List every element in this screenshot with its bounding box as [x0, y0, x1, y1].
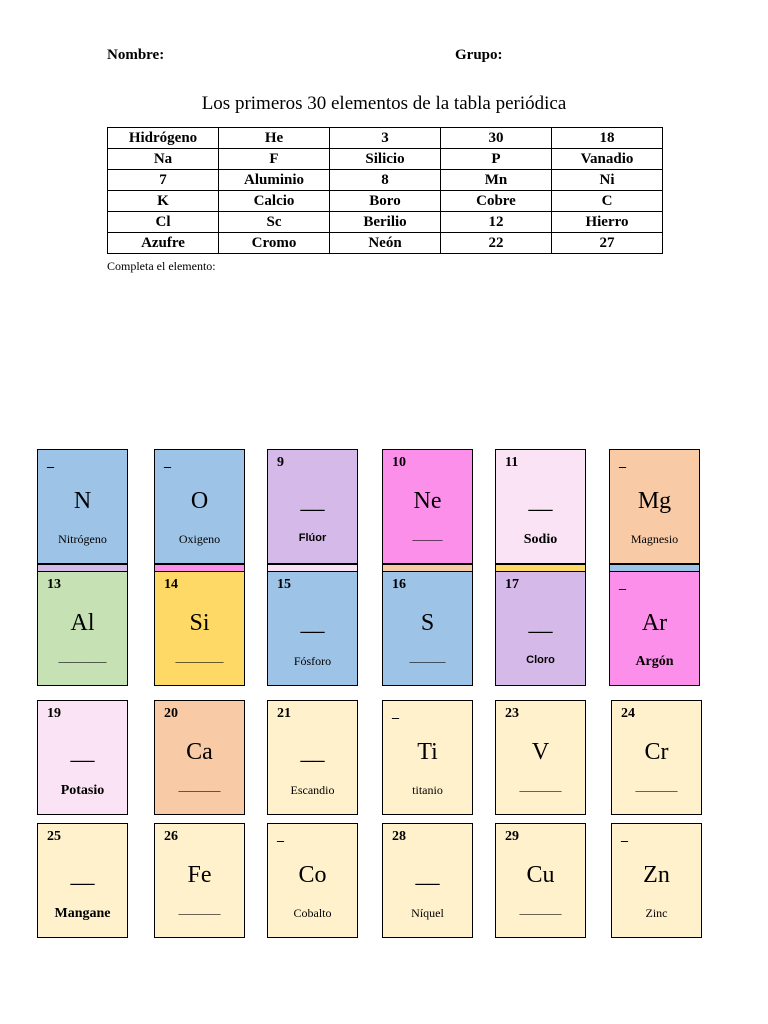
table-cell: Boro — [330, 191, 441, 212]
element-name: ________ — [58, 650, 107, 664]
element-name: ________ — [175, 650, 224, 664]
element-symbol: __ — [70, 739, 95, 765]
element-name: Potasio — [60, 783, 105, 798]
atomic-number: 19 — [47, 706, 61, 721]
element-symbol: Al — [70, 610, 95, 636]
element-name: titanio — [412, 783, 443, 797]
atomic-number: 9 — [277, 455, 284, 470]
table-cell: 3 — [330, 128, 441, 149]
table-cell: Cromo — [219, 233, 330, 254]
element-card — [382, 571, 473, 686]
table-cell: Cl — [108, 212, 219, 233]
atomic-number: 14 — [164, 577, 178, 592]
element-name: Escandio — [290, 783, 335, 797]
table-cell: 22 — [441, 233, 552, 254]
table-cell: Sc — [219, 212, 330, 233]
table-cell: Mn — [441, 170, 552, 191]
element-name: Nitrógeno — [58, 532, 107, 546]
element-card — [154, 700, 245, 815]
element-name: _______ — [519, 779, 562, 793]
table-cell: Azufre — [108, 233, 219, 254]
element-name: Flúor — [298, 532, 327, 544]
table-row — [108, 149, 663, 170]
element-name: _______ — [178, 902, 221, 916]
atomic-number: 28 — [392, 829, 406, 844]
element-name: _______ — [635, 779, 678, 793]
element-name: Oxigeno — [178, 532, 221, 546]
element-name: Argón — [635, 654, 674, 669]
element-card — [37, 449, 128, 564]
name-label: Nombre: — [107, 47, 165, 63]
connector-strip — [154, 564, 245, 572]
atomic-number: _ — [392, 706, 399, 721]
connector-strip — [382, 564, 473, 572]
element-symbol: __ — [528, 610, 553, 636]
atomic-number: 26 — [164, 829, 178, 844]
element-symbol: Cu — [526, 862, 555, 888]
element-name: Cobalto — [293, 906, 332, 920]
table-cell: 30 — [441, 128, 552, 149]
element-symbol: N — [73, 488, 92, 514]
element-symbol: __ — [70, 862, 95, 888]
element-card — [611, 823, 702, 938]
atomic-number: _ — [619, 577, 626, 592]
element-name: Sodio — [523, 532, 558, 547]
connector-strip — [495, 564, 586, 572]
table-cell: 18 — [552, 128, 663, 149]
element-symbol: __ — [300, 610, 325, 636]
element-symbol: __ — [300, 739, 325, 765]
table-cell: Aluminio — [219, 170, 330, 191]
group-label: Grupo: — [455, 47, 503, 63]
element-name: Magnesio — [630, 532, 679, 546]
element-symbol: Ti — [417, 739, 438, 765]
element-symbol: Cr — [644, 739, 669, 765]
element-symbol: __ — [528, 488, 553, 514]
element-symbol: Mg — [637, 488, 672, 514]
element-name: ______ — [409, 650, 446, 664]
table-cell: Cobre — [441, 191, 552, 212]
element-card — [611, 700, 702, 815]
element-symbol: Ar — [641, 610, 668, 636]
element-name: Níquel — [411, 906, 444, 920]
atomic-number: 13 — [47, 577, 61, 592]
table-cell: Hierro — [552, 212, 663, 233]
element-symbol: V — [531, 739, 550, 765]
table-row — [108, 191, 663, 212]
table-cell: Calcio — [219, 191, 330, 212]
element-name: Mangane — [54, 906, 111, 921]
element-card — [609, 449, 700, 564]
instruction-text: Completa el elemento: — [107, 259, 216, 273]
table-cell: 27 — [552, 233, 663, 254]
table-cell: C — [552, 191, 663, 212]
element-name: _______ — [519, 902, 562, 916]
element-card — [267, 700, 358, 815]
element-card — [267, 571, 358, 686]
element-symbol: Ca — [186, 739, 213, 765]
element-symbol: Si — [189, 610, 210, 636]
element-symbol: S — [420, 610, 435, 636]
atomic-number: 25 — [47, 829, 61, 844]
element-card — [609, 571, 700, 686]
table-row — [108, 170, 663, 191]
element-card — [37, 700, 128, 815]
element-card — [382, 823, 473, 938]
element-symbol: Zn — [643, 862, 670, 888]
element-card — [154, 449, 245, 564]
element-card — [37, 571, 128, 686]
atomic-number: 20 — [164, 706, 178, 721]
table-cell: He — [219, 128, 330, 149]
element-symbol: Co — [298, 862, 327, 888]
table-cell: Berilio — [330, 212, 441, 233]
elements-table — [107, 127, 663, 254]
element-symbol: __ — [300, 488, 325, 514]
element-card — [267, 823, 358, 938]
table-cell: Vanadio — [552, 149, 663, 170]
element-card — [495, 571, 586, 686]
atomic-number: 15 — [277, 577, 291, 592]
element-name: Zinc — [645, 906, 668, 920]
atomic-number: _ — [164, 455, 171, 470]
element-card — [382, 700, 473, 815]
element-card — [37, 823, 128, 938]
table-cell: Ni — [552, 170, 663, 191]
table-cell: Silicio — [330, 149, 441, 170]
element-card — [495, 823, 586, 938]
atomic-number: _ — [619, 455, 626, 470]
element-symbol: Ne — [413, 488, 442, 514]
atomic-number: 10 — [392, 455, 406, 470]
table-cell: P — [441, 149, 552, 170]
table-row — [108, 233, 663, 254]
element-name: Fósforo — [293, 654, 332, 668]
element-name: _____ — [412, 528, 443, 542]
table-cell: Neón — [330, 233, 441, 254]
atomic-number: _ — [621, 829, 628, 844]
table-cell: F — [219, 149, 330, 170]
element-symbol: Fe — [187, 862, 212, 888]
table-cell: 7 — [108, 170, 219, 191]
element-symbol: O — [190, 488, 209, 514]
table-cell: 12 — [441, 212, 552, 233]
element-card — [382, 449, 473, 564]
element-symbol: __ — [415, 862, 440, 888]
atomic-number: 21 — [277, 706, 291, 721]
atomic-number: _ — [277, 829, 284, 844]
connector-strip — [609, 564, 700, 572]
element-card — [267, 449, 358, 564]
table-cell: Hidrógeno — [108, 128, 219, 149]
page-title: Los primeros 30 elementos de la tabla periódica — [201, 93, 567, 114]
element-name: _______ — [178, 779, 221, 793]
table-row — [108, 128, 663, 149]
connector-strip — [267, 564, 358, 572]
atomic-number: 29 — [505, 829, 519, 844]
element-card — [154, 823, 245, 938]
atomic-number: 17 — [505, 577, 519, 592]
element-name: Cloro — [526, 654, 555, 666]
atomic-number: 16 — [392, 577, 406, 592]
atomic-number: 23 — [505, 706, 519, 721]
element-card — [495, 449, 586, 564]
atomic-number: _ — [47, 455, 54, 470]
table-cell: Na — [108, 149, 219, 170]
atomic-number: 24 — [621, 706, 635, 721]
atomic-number: 11 — [505, 455, 519, 470]
table-row — [108, 212, 663, 233]
table-cell: K — [108, 191, 219, 212]
element-card — [154, 571, 245, 686]
element-card — [495, 700, 586, 815]
connector-strip — [37, 564, 128, 572]
table-cell: 8 — [330, 170, 441, 191]
